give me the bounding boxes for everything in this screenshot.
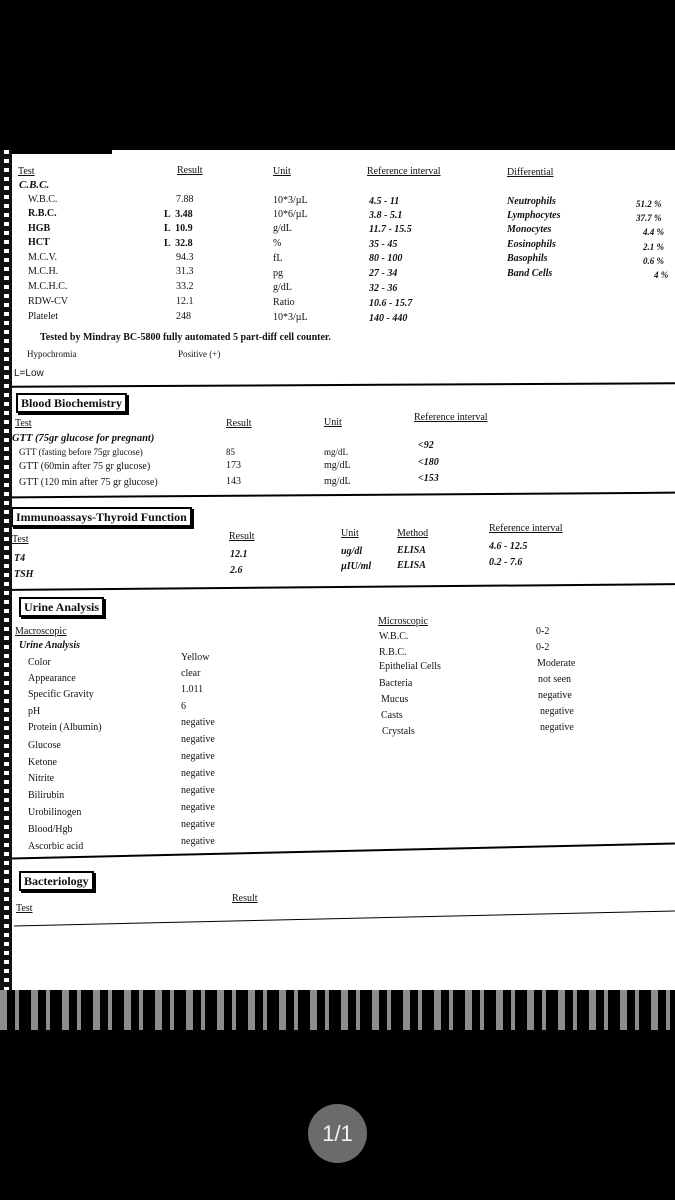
- thyroid-header-test: Test: [12, 534, 29, 545]
- report-page: Test Result Unit Reference interval Differential C.B.C. W.B.C. 7.88 10*3/µL 4.5 - 11 R.B.C. L 3.48 10*6/µL 3.8 - 5.1 HGB L 10.9 g/dL 11.7 - 15.5 HCT L 32.8 % 35 - 45 M.C.V. 94.3 fL 80 - 100 M.C.H. 31.3 pg 27 - 34 M.C.H.C. 33.2 g/dL 32 - 36 RDW-CV 12.1 Ratio 10.6 - 15.7 Platelet 248 10*3/µL 140 - 440 Neutrophils 51.2 % Lymphocytes 37.7 % Monocytes 4.4 % Eosinophils 2.1 % Basophils 0.6 % Band Cells 4 % Tested by Mindray BC-5800 fully automated 5 part-diff cell counter. Hypochromia Positive (+) L=Low Blood Biochemistry Test Result Unit Reference interval GTT (75gr glucose for pregnant) GTT (fasting before 75gr glucose) 85 mg/dL <92 GTT (60min after 75 gr glucose) 173 mg/dL <180 GTT (120 min after 75 gr glucose) 143 mg/dL <153 Immunoassays-Thyroid Function Test Result Unit Method Reference interval T4 12.1 ug/dl ELISA 4.6 - 12.5 TSH 2.6 µIU/ml ELISA 0.2 - 7.6 Urine Analysis Macroscopic Urine Analysis Color Yellow Appearance clear Specific Gravity 1.011 pH 6 Protein (Albumin) negative Glucose negative Ketone negative Nitrite negative Bilirubin negative Urobilinogen negative Blood/Hgb negative Ascorbic acid negative Microscopic W.B.C. 0-2 R.B.C. 0-2 Epithelial Cells Moderate Bacteria not seen Mucus negative Casts negative Crystals negative Bacteriology Test Result: [0, 150, 675, 1045]
- microscopic-header: Microscopic: [378, 616, 428, 627]
- hema-header-result: Result: [177, 165, 203, 176]
- bacteriology-title: Bacteriology: [19, 871, 94, 891]
- section-divider: [12, 382, 675, 387]
- section-divider: [12, 842, 675, 859]
- hema-header-reference: Reference interval: [367, 166, 441, 177]
- bacteriology-header-result: Result: [232, 893, 258, 904]
- biochemistry-title: Blood Biochemistry: [16, 393, 127, 413]
- bacteriology-rule: [14, 911, 675, 927]
- bacteriology-header-test: Test: [16, 903, 33, 914]
- low-legend: L=Low: [14, 368, 44, 379]
- hema-header-unit: Unit: [273, 166, 291, 177]
- hypochromia-value: Positive (+): [178, 349, 221, 359]
- document-binding-edge: [0, 150, 12, 1045]
- biochem-header-unit: Unit: [324, 417, 342, 428]
- urine-title: Urine Analysis: [19, 597, 104, 617]
- thyroid-header-method: Method: [397, 528, 429, 539]
- hema-header-test: Test: [18, 166, 35, 177]
- cell-counter-note: Tested by Mindray BC-5800 fully automated 5 part-diff cell counter.: [40, 332, 331, 343]
- section-divider: [12, 492, 675, 499]
- gtt-group-label: GTT (75gr glucose for pregnant): [12, 433, 155, 444]
- page-indicator[interactable]: 1/1: [308, 1104, 367, 1163]
- thyroid-title: Immunoassays-Thyroid Function: [11, 507, 192, 527]
- scan-bottom-edge: [0, 990, 675, 1050]
- biochem-header-test: Test: [15, 418, 32, 429]
- thyroid-header-unit: Unit: [341, 528, 359, 539]
- thyroid-header-reference: Reference interval: [489, 523, 563, 534]
- urine-group-label: Urine Analysis: [19, 640, 81, 651]
- biochem-header-reference: Reference interval: [414, 412, 488, 423]
- cbc-group-label: C.B.C.: [19, 179, 50, 191]
- macroscopic-header: Macroscopic: [15, 626, 67, 637]
- section-divider: [12, 583, 675, 591]
- hema-header-differential: Differential: [507, 167, 554, 178]
- thyroid-header-result: Result: [229, 531, 255, 542]
- biochem-header-result: Result: [226, 418, 252, 429]
- hypochromia-label: Hypochromia: [27, 349, 77, 359]
